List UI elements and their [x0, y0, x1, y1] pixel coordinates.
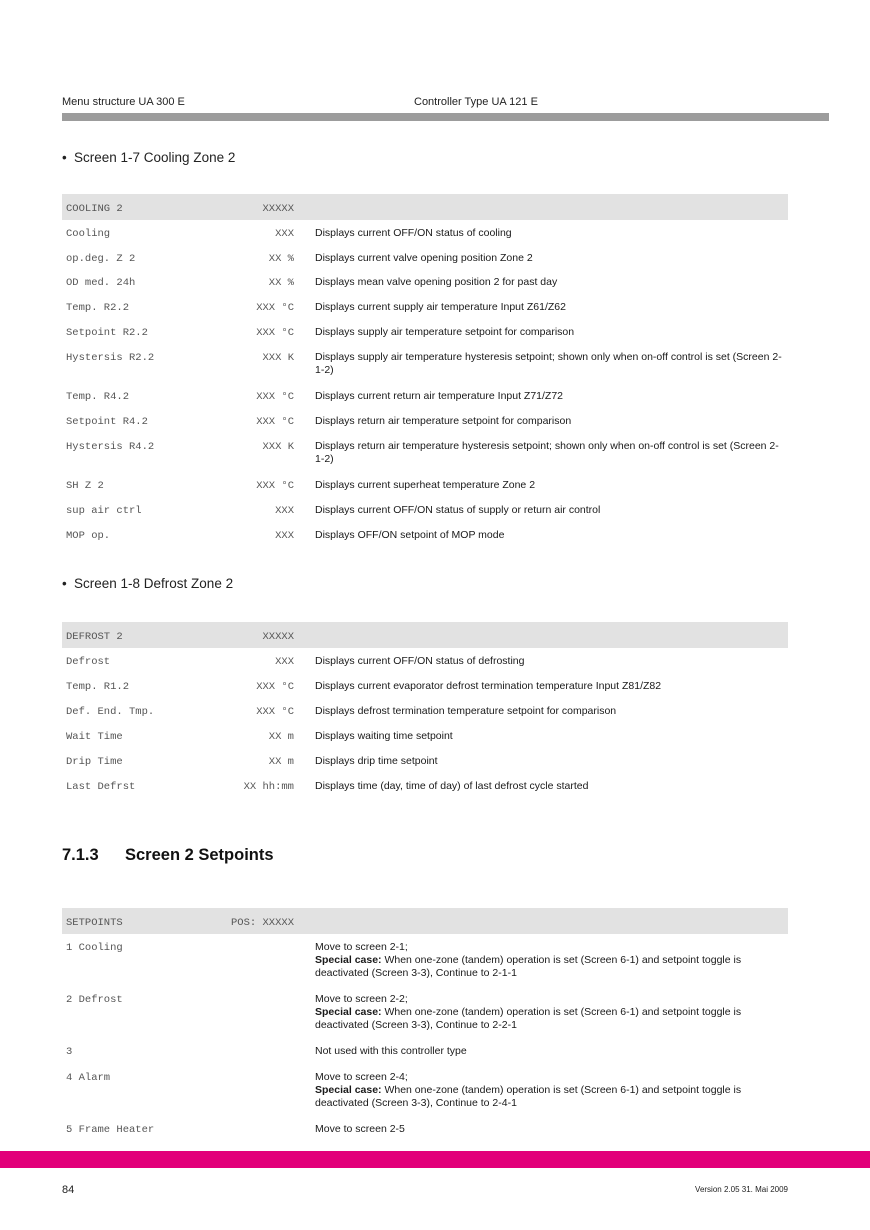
screen-1-8-table [62, 622, 788, 798]
table-row: Setpoint R4.2 XXX °C Displays return air temperature setpoint for comparison [66, 415, 572, 428]
header-name: SETPOINTS [66, 917, 123, 929]
table-row: OD med. 24h XX % Displays mean valve opening position 2 for past day [66, 276, 558, 289]
page-number: 84 [62, 1184, 75, 1196]
table-row: MOP op. XXX Displays OFF/ON setpoint of MOP mode [66, 529, 505, 542]
header-name: DEFROST 2 [66, 631, 123, 643]
table-row: SH Z 2 XXX °C Displays current superheat temperature Zone 2 [66, 479, 536, 492]
table-row: Hystersis R4.2 XXX K Displays return air temperature hysteresis setpoint; shown only when on-off control is set (Screen 2-1-2) [66, 440, 779, 465]
screen-1-8-heading: • Screen 1-8 Defrost Zone 2 [62, 576, 234, 591]
table-row: Temp. R4.2 XXX °C Displays current return air temperature Input Z71/Z72 [66, 390, 564, 403]
table-row: Temp. R1.2 XXX °C Displays current evaporator defrost termination temperature Input Z81/Z82 [66, 680, 662, 693]
setpoints-table [62, 908, 788, 1142]
header-value: XXXXX [262, 203, 294, 215]
table-row: 4 Alarm Move to screen 2-4; Special case: When one-zone (tandem) operation is set (Screen 6-1) and setpoint toggle is deactivated (Screen 3-3), Continue to 2-4-1 [66, 1071, 742, 1109]
header-value: XXXXX [262, 631, 294, 643]
header-value: POS: XXXXX [230, 917, 294, 929]
table-row: Last Defrst XX hh:mm Displays time (day, time of day) of last defrost cycle started [66, 780, 589, 793]
table-row: Wait Time XX m Displays waiting time setpoint [66, 730, 453, 743]
table-row: Defrost XXX Displays current OFF/ON status of defrosting [66, 655, 525, 668]
table-row: op.deg. Z 2 XX % Displays current valve opening position Zone 2 [66, 252, 533, 265]
table-row: Def. End. Tmp. XXX °C Displays defrost termination temperature setpoint for comparison [66, 705, 617, 718]
bullet-icon: • [62, 150, 67, 165]
table-row: Cooling XXX Displays current OFF/ON status of cooling [66, 227, 512, 240]
footer-accent-bar [0, 1151, 870, 1168]
table-row: Hystersis R2.2 XXX K Displays supply air temperature hysteresis setpoint; shown only when on-off control is set (Screen 2-1-2) [66, 351, 782, 376]
header-name: COOLING 2 [66, 203, 123, 215]
screen-1-7-table [62, 194, 788, 547]
table-row: 2 Defrost Move to screen 2-2; Special case: When one-zone (tandem) operation is set (Screen 6-1) and setpoint toggle is deactivated (Screen 3-3), Continue to 2-2-1 [66, 993, 742, 1031]
table-header [62, 622, 788, 648]
table-row: Drip Time XX m Displays drip time setpoint [66, 755, 438, 768]
table-row: Temp. R2.2 XXX °C Displays current supply air temperature Input Z61/Z62 [66, 301, 566, 314]
table-row: 1 Cooling Move to screen 2-1; Special case: When one-zone (tandem) operation is set (Screen 6-1) and setpoint toggle is deactivated (Screen 3-3), Continue to 2-1-1 [66, 941, 742, 979]
version-info: Version 2.05 31. Mai 2009 [695, 1185, 788, 1194]
table-row: sup air ctrl XXX Displays current OFF/ON status of supply or return air control [66, 504, 601, 517]
table-header [62, 908, 788, 934]
section-number: 7.1.3 [62, 846, 99, 864]
header-document-title: Menu structure UA 300 E [62, 96, 185, 108]
header-divider [62, 113, 829, 121]
table-row: 3 Not used with this controller type [66, 1045, 467, 1058]
table-header [62, 194, 788, 220]
bullet-icon: • [62, 576, 67, 591]
section-title: Screen 2 Setpoints [125, 846, 274, 864]
screen-1-7-heading: • Screen 1-7 Cooling Zone 2 [62, 150, 236, 165]
table-row: Setpoint R2.2 XXX °C Displays supply air temperature setpoint for comparison [66, 326, 575, 339]
table-row: 5 Frame Heater Move to screen 2-5 [66, 1123, 405, 1136]
section-heading [62, 846, 274, 865]
header-controller-type: Controller Type UA 121 E [414, 96, 538, 108]
